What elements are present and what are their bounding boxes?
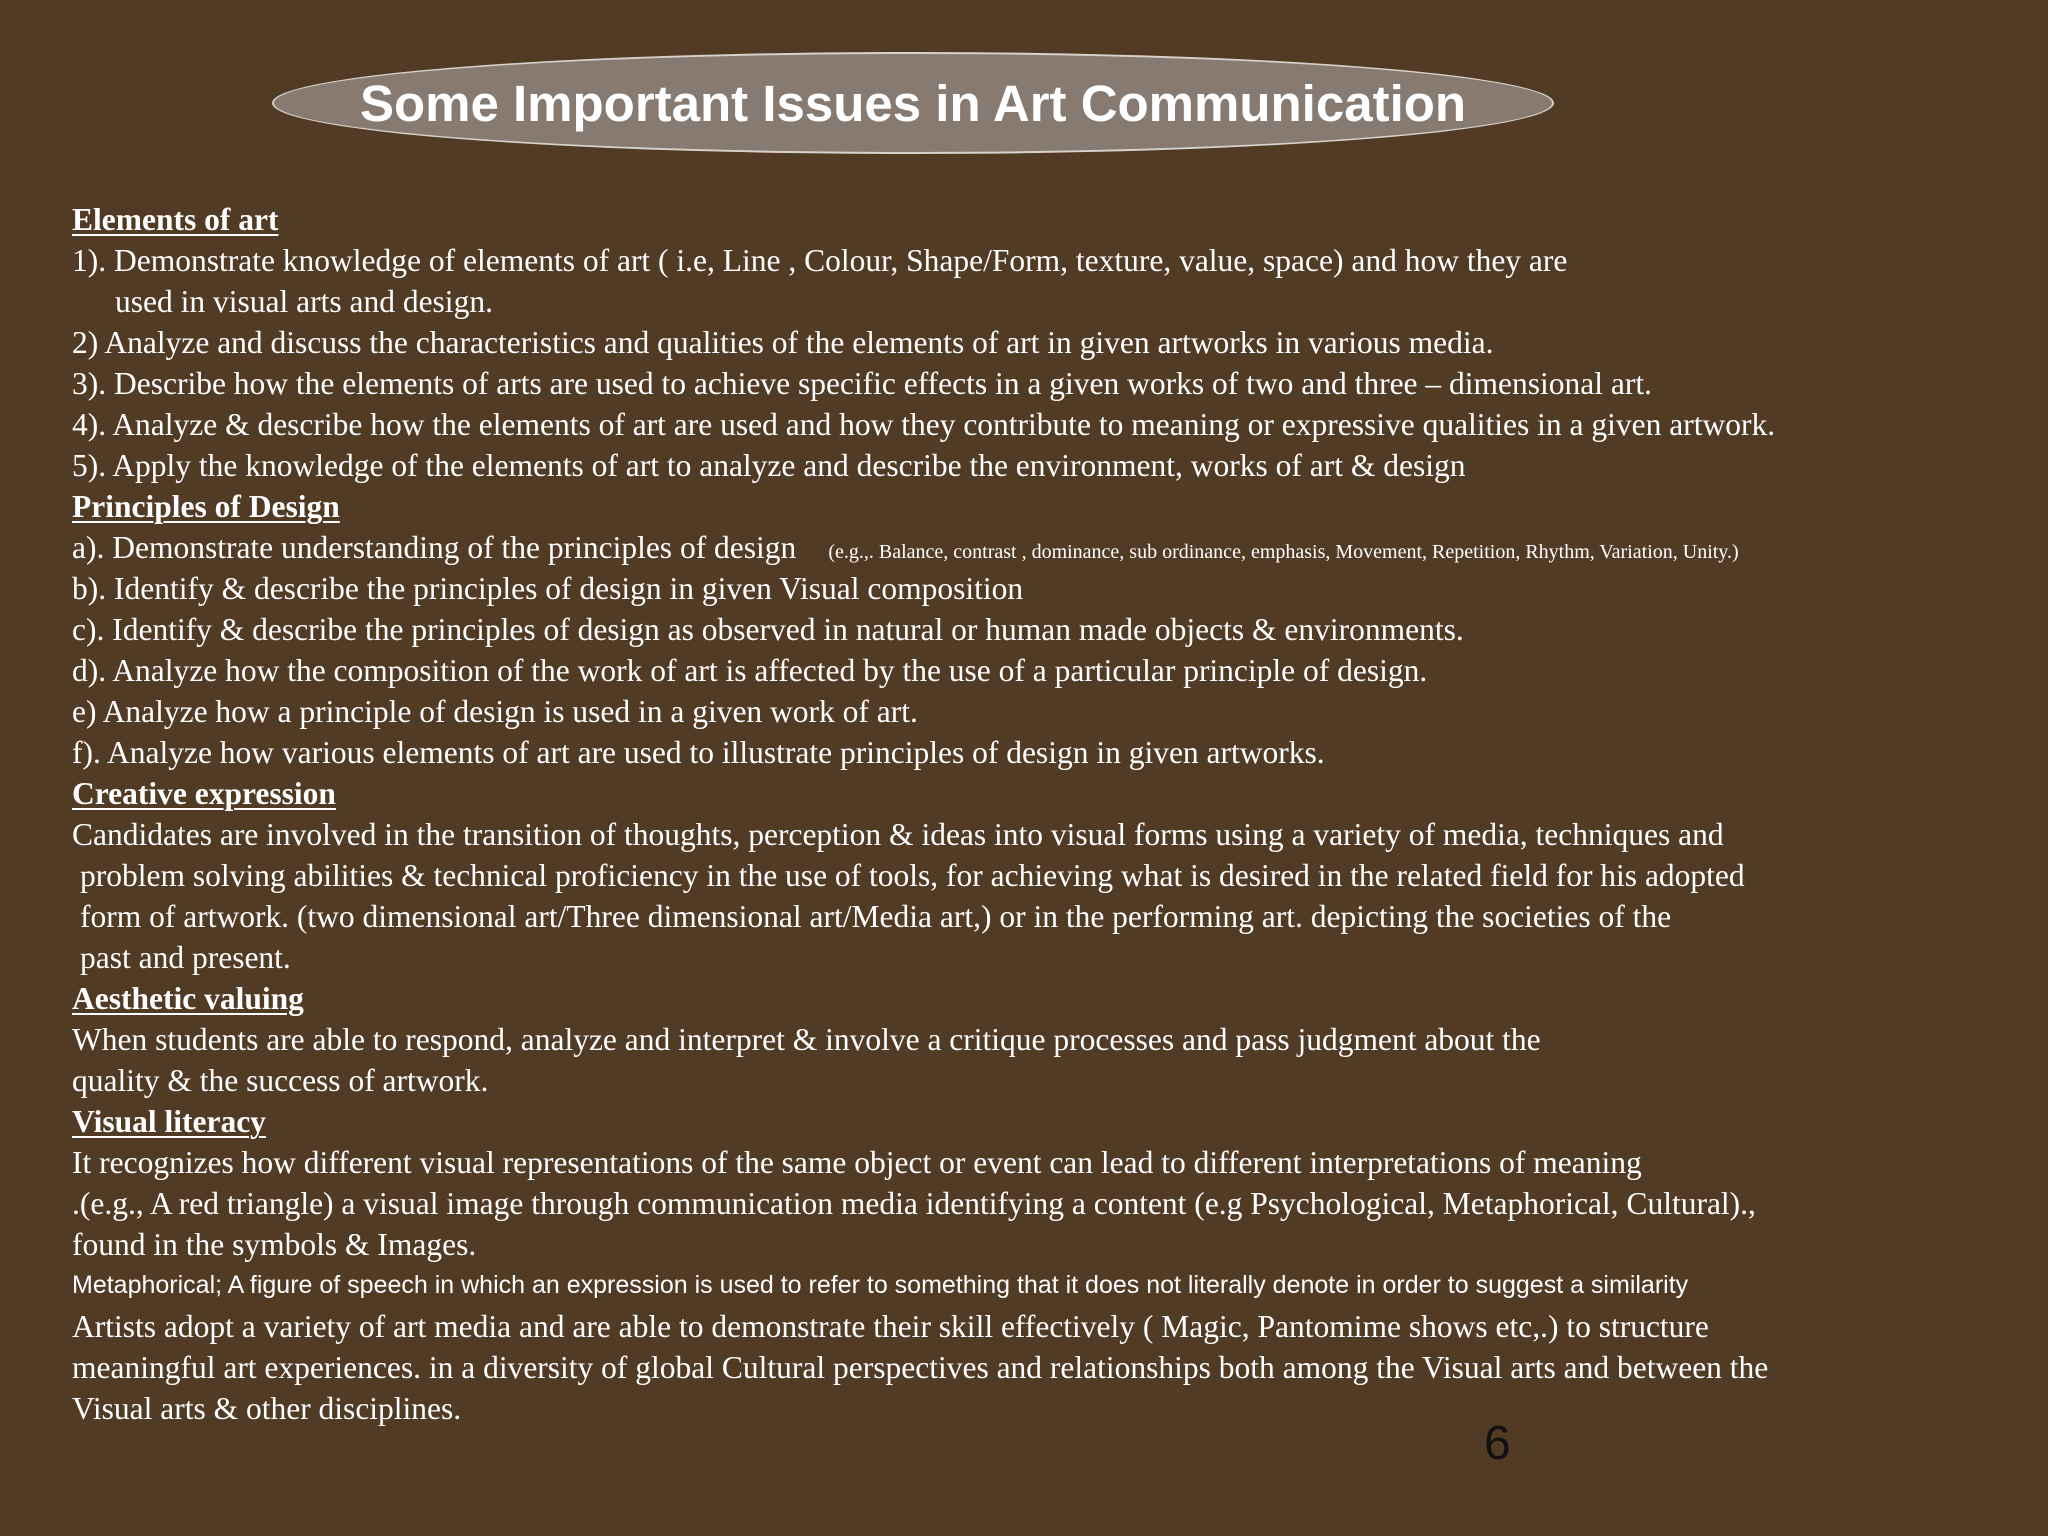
title-banner: [272, 52, 1554, 154]
page-number: 6: [1484, 1417, 1511, 1470]
principles-item-a: [72, 527, 2032, 568]
visual-literacy-line-3: found in the symbols & Images.: [72, 1227, 477, 1262]
heading-aesthetic-valuing: Aesthetic valuing: [72, 981, 304, 1016]
aesthetic-valuing-line-1: When students are able to respond, analyze and interpret & involve a critique processes and pass judgment about the: [72, 1022, 1541, 1057]
creative-expression-line-3: form of artwork. (two dimensional art/Three dimensional art/Media art,) or in the performing art. depicting the societies of the: [80, 899, 1672, 934]
principles-item-b: b). Identify & describe the principles of design in given Visual composition: [72, 571, 1024, 606]
aesthetic-valuing-line-2: quality & the success of artwork.: [72, 1063, 489, 1098]
heading-visual-literacy: Visual literacy: [72, 1104, 266, 1139]
creative-expression-line-1: Candidates are involved in the transition of thoughts, perception & ideas into visual forms using a variety of media, techniques and: [72, 817, 1724, 852]
principles-item-d: d). Analyze how the composition of the work of art is affected by the use of a particular principle of design.: [72, 653, 1428, 688]
principles-item-a-examples: (e.g.,. Balance, contrast , dominance, sub ordinance, emphasis, Movement, Repetition, Rhythm, Variation, Unity.): [828, 541, 1739, 563]
visual-literacy-line-5: meaningful art experiences. in a diversity of global Cultural perspectives and relationships both among the Visual arts and between the: [72, 1350, 1769, 1385]
visual-literacy-line-2: .(e.g., A red triangle) a visual image through communication media identifying a content (e.g Psychological, Metaphorical, Cultural).,: [72, 1186, 1756, 1221]
heading-elements-of-art: Elements of art: [72, 202, 279, 237]
creative-expression-line-2: problem solving abilities & technical proficiency in the use of tools, for achieving what is desired in the related field for his adopted: [80, 858, 1745, 893]
elements-item-1-continued: used in visual arts and design.: [115, 284, 493, 319]
elements-item-1: 1). Demonstrate knowledge of elements of art ( i.e, Line , Colour, Shape/Form, texture, value, space) and how they are: [72, 243, 1568, 278]
visual-literacy-line-1: It recognizes how different visual representations of the same object or event can lead to different interpretations of meaning: [72, 1145, 1642, 1180]
visual-literacy-line-6: Visual arts & other disciplines.: [72, 1391, 462, 1426]
heading-principles-of-design: Principles of Design: [72, 489, 340, 524]
slide-content: [72, 199, 2032, 1429]
elements-item-4: 4). Analyze & describe how the elements of art are used and how they contribute to meaning or expressive qualities in a given artwork.: [72, 407, 1776, 442]
visual-literacy-line-4: Artists adopt a variety of art media and are able to demonstrate their skill effectively ( Magic, Pantomime shows etc,.) to structure: [72, 1309, 1709, 1344]
elements-item-5: 5). Apply the knowledge of the elements of art to analyze and describe the environment, works of art & design: [72, 448, 1466, 483]
page-title: Some Important Issues in Art Communication: [359, 74, 1467, 132]
metaphor-definition: Metaphorical; A figure of speech in which an expression is used to refer to something that it does not literally denote in order to suggest a similarity: [72, 1271, 1689, 1299]
elements-item-3: 3). Describe how the elements of arts are used to achieve specific effects in a given works of two and three – dimensional art.: [72, 366, 1652, 401]
principles-item-f: f). Analyze how various elements of art are used to illustrate principles of design in given artworks.: [72, 735, 1325, 770]
principles-item-e: e) Analyze how a principle of design is used in a given work of art.: [72, 694, 918, 729]
principles-item-a-text: a). Demonstrate understanding of the principles of design: [72, 530, 797, 565]
creative-expression-line-4: past and present.: [80, 940, 291, 975]
heading-creative-expression: Creative expression: [72, 776, 336, 811]
principles-item-c: c). Identify & describe the principles of design as observed in natural or human made objects & environments.: [72, 612, 1464, 647]
elements-item-2: 2) Analyze and discuss the characteristics and qualities of the elements of art in given artworks in various media.: [72, 325, 1494, 360]
